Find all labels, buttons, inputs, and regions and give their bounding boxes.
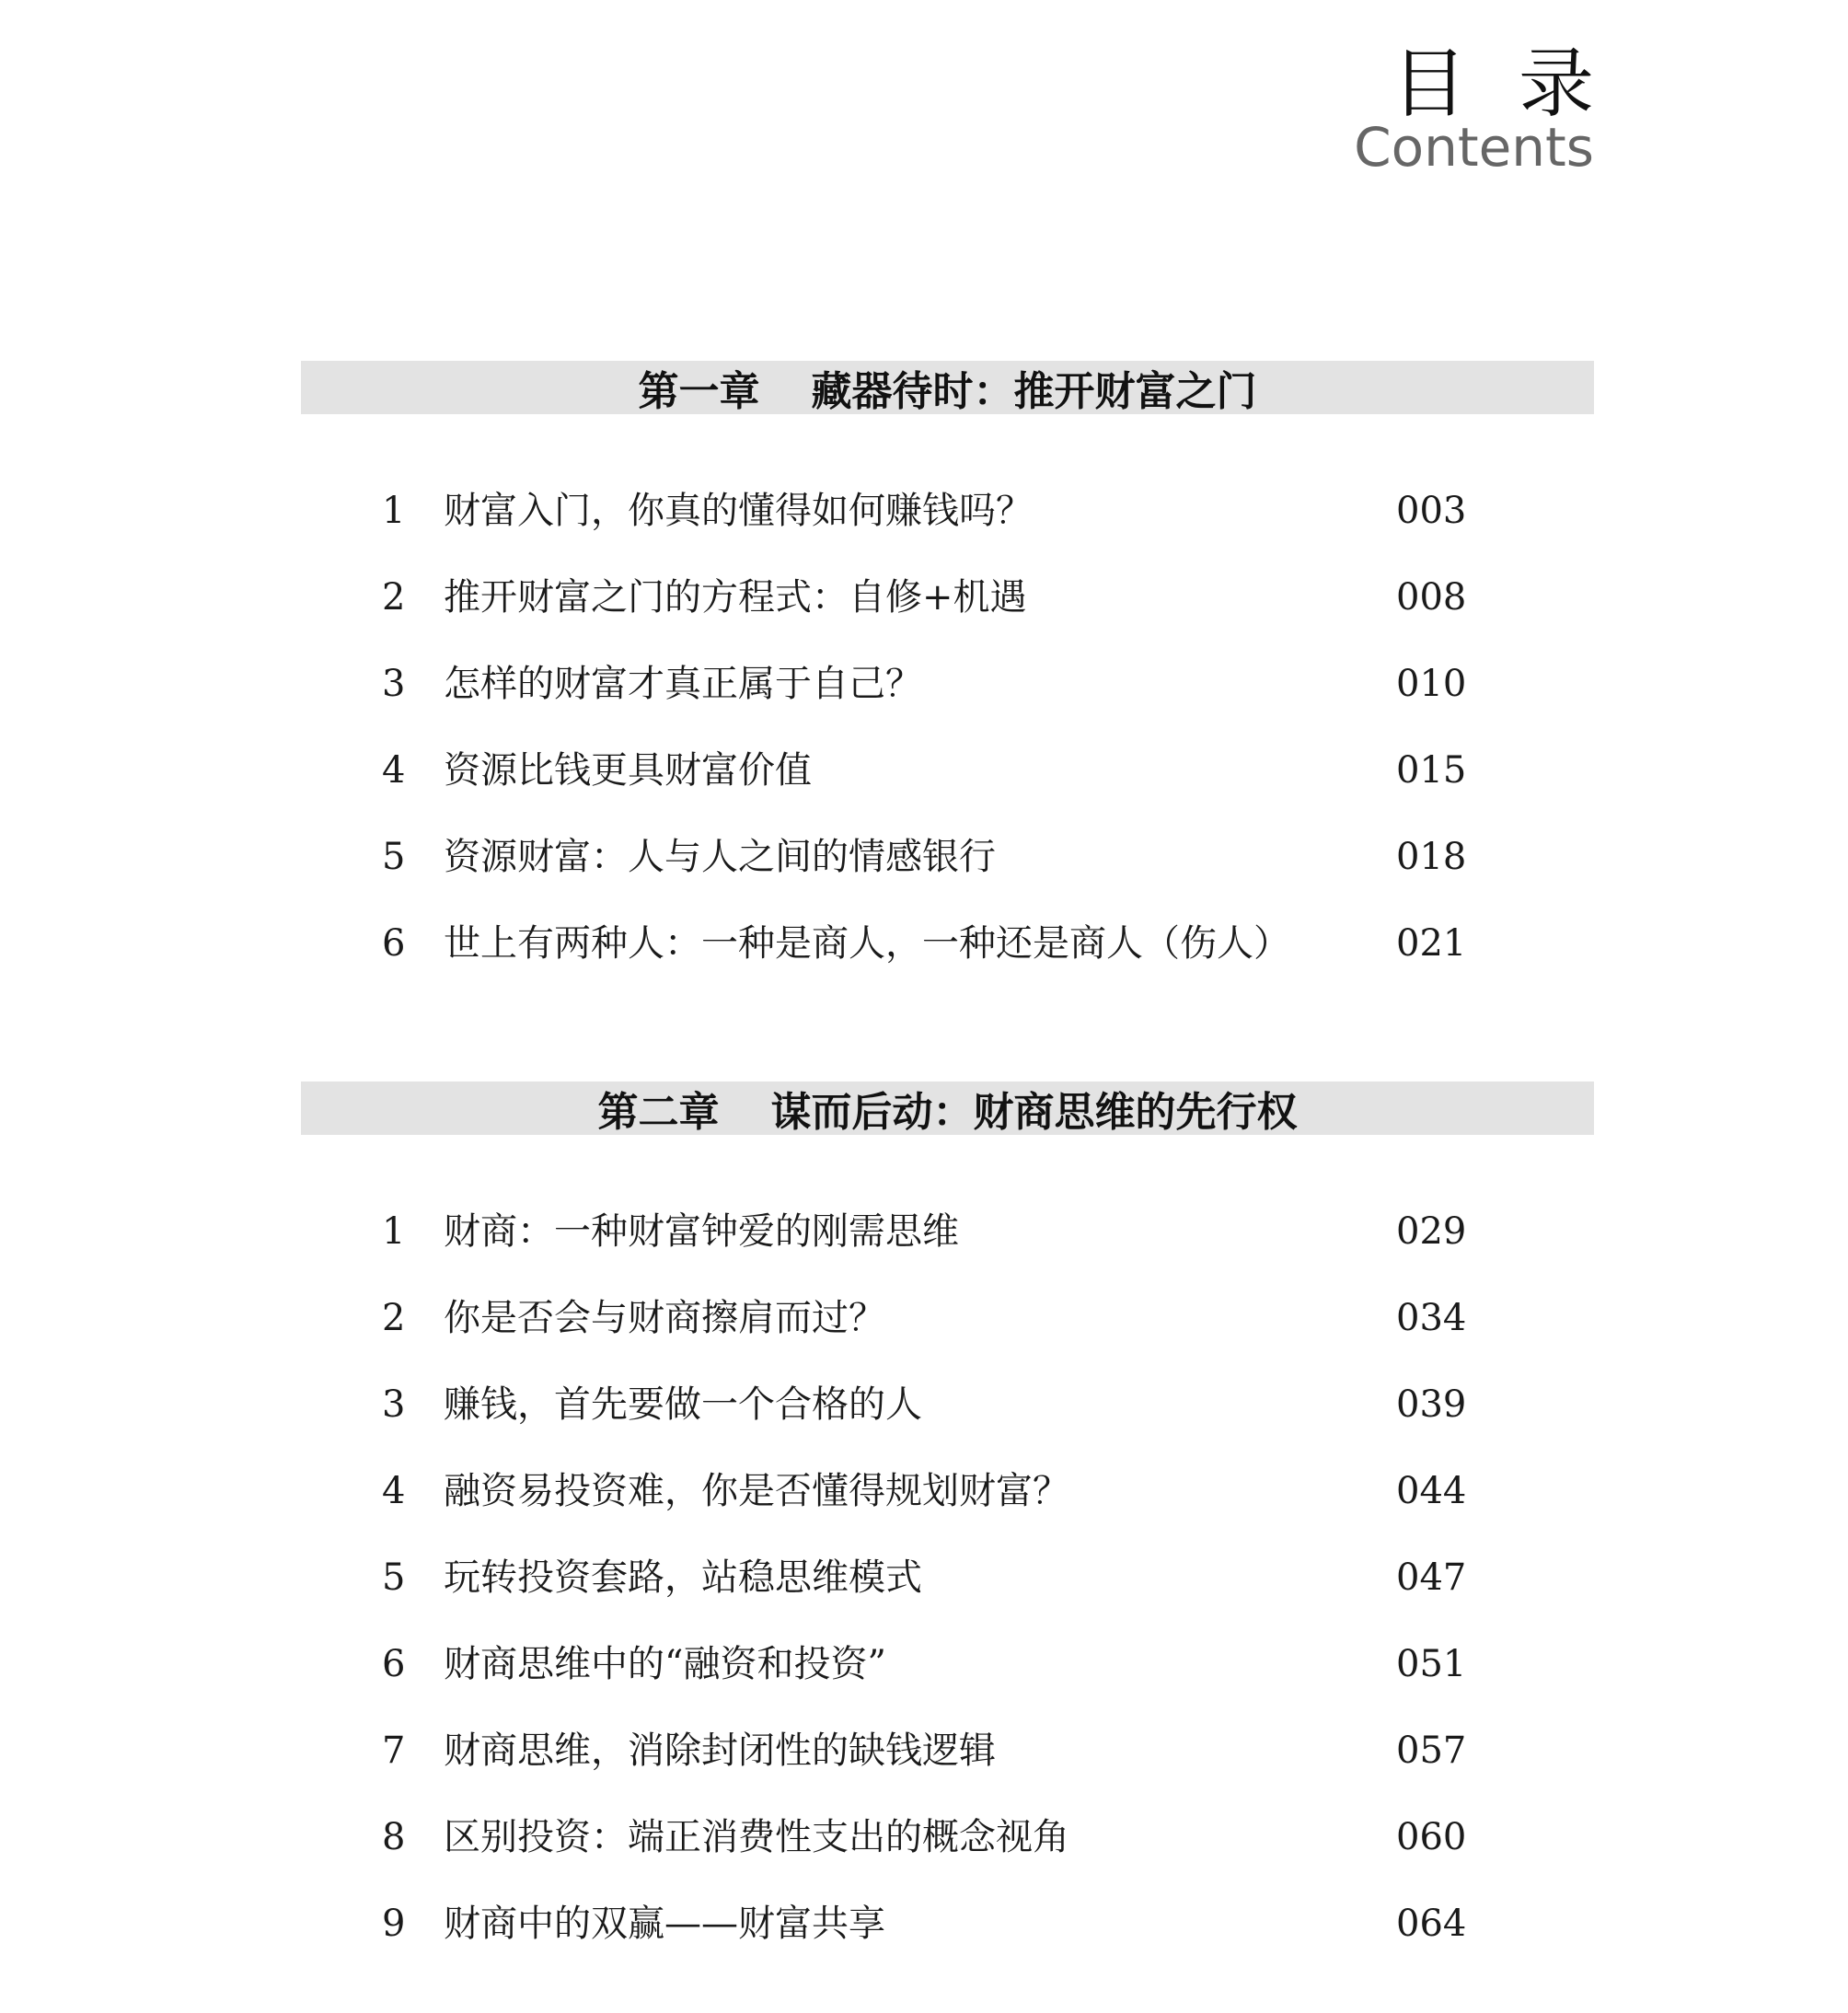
entry-page-number: 044 bbox=[1396, 1470, 1467, 1512]
entry-number: 2 bbox=[382, 1297, 406, 1339]
entry-page-number: 029 bbox=[1396, 1210, 1467, 1253]
entry-title: 财商思维中的“融资和投资” bbox=[444, 1643, 886, 1685]
toc-entry[interactable] bbox=[301, 1794, 1594, 1880]
entry-title: 财商中的双赢——财富共享 bbox=[444, 1903, 885, 1945]
entry-number: 5 bbox=[382, 836, 406, 878]
entry-page-number: 039 bbox=[1396, 1383, 1467, 1426]
entry-page-number: 034 bbox=[1396, 1297, 1467, 1339]
entry-title: 融资易投资难，你是否懂得规划财富？ bbox=[444, 1470, 1069, 1512]
entry-page-number: 021 bbox=[1396, 922, 1467, 965]
entry-title: 推开财富之门的方程式：自修+机遇 bbox=[444, 576, 1027, 619]
toc-header bbox=[1354, 40, 1646, 179]
entry-title: 财商：一种财富钟爱的刚需思维 bbox=[444, 1210, 959, 1253]
chapter-title: 谋而后动：财商思维的先行权 bbox=[770, 1089, 1298, 1136]
entry-title: 资源财富：人与人之间的情感银行 bbox=[444, 836, 996, 878]
chapter-heading[interactable] bbox=[301, 361, 1594, 414]
entry-number: 1 bbox=[382, 490, 406, 532]
entry-number: 3 bbox=[382, 1383, 406, 1426]
entry-number: 4 bbox=[382, 1470, 406, 1512]
entry-title: 财富入门，你真的懂得如何赚钱吗？ bbox=[444, 490, 1033, 532]
toc-entry[interactable] bbox=[301, 1188, 1594, 1275]
entry-number: 8 bbox=[382, 1816, 406, 1858]
entry-number: 2 bbox=[382, 576, 406, 619]
entry-number: 7 bbox=[382, 1730, 406, 1772]
entry-title: 资源比钱更具财富价值 bbox=[444, 749, 812, 792]
entry-page-number: 008 bbox=[1396, 576, 1467, 619]
entry-page-number: 018 bbox=[1396, 836, 1467, 878]
entry-title: 你是否会与财商擦肩而过？ bbox=[444, 1297, 885, 1339]
entry-title: 世上有两种人：一种是商人，一种还是商人（伤人） bbox=[444, 922, 1290, 965]
entry-title: 赚钱，首先要做一个合格的人 bbox=[444, 1383, 922, 1426]
entry-number: 6 bbox=[382, 922, 406, 965]
toc-entry[interactable] bbox=[301, 1707, 1594, 1794]
toc-entry[interactable] bbox=[301, 1621, 1594, 1707]
entry-page-number: 064 bbox=[1396, 1903, 1467, 1945]
chapter-entry-list bbox=[301, 1188, 1594, 1967]
toc-entry[interactable] bbox=[301, 1880, 1594, 1967]
entry-page-number: 047 bbox=[1396, 1556, 1467, 1599]
entry-number: 6 bbox=[382, 1643, 406, 1685]
toc-entry[interactable] bbox=[301, 554, 1594, 641]
entry-title: 玩转投资套路，站稳思维模式 bbox=[444, 1556, 922, 1599]
toc-entry[interactable] bbox=[301, 641, 1594, 727]
toc-entry[interactable] bbox=[301, 468, 1594, 554]
entry-number: 3 bbox=[382, 663, 406, 705]
entry-page-number: 051 bbox=[1396, 1643, 1467, 1685]
entry-page-number: 057 bbox=[1396, 1730, 1467, 1772]
entry-page-number: 060 bbox=[1396, 1816, 1467, 1858]
toc-entry[interactable] bbox=[301, 1361, 1594, 1448]
entry-page-number: 015 bbox=[1396, 749, 1467, 792]
entry-number: 1 bbox=[382, 1210, 406, 1253]
chapter-entry-list bbox=[301, 468, 1594, 987]
toc-entry[interactable] bbox=[301, 900, 1594, 987]
chapter-section-1 bbox=[301, 361, 1594, 987]
toc-entry[interactable] bbox=[301, 1534, 1594, 1621]
entry-title: 财商思维，消除封闭性的缺钱逻辑 bbox=[444, 1730, 996, 1772]
entry-number: 4 bbox=[382, 749, 406, 792]
page-title: 目录 bbox=[1391, 40, 1646, 128]
page-subtitle: Contents bbox=[1354, 116, 1594, 179]
toc-entry[interactable] bbox=[301, 1448, 1594, 1534]
entry-title: 区别投资：端正消费性支出的概念视角 bbox=[444, 1816, 1069, 1858]
chapter-section-2 bbox=[301, 1082, 1594, 1967]
entry-page-number: 003 bbox=[1396, 490, 1467, 532]
chapter-number: 第一章 bbox=[638, 368, 760, 415]
entry-title: 怎样的财富才真正属于自己？ bbox=[444, 663, 922, 705]
toc-entry[interactable] bbox=[301, 727, 1594, 814]
entry-number: 9 bbox=[382, 1903, 406, 1945]
toc-entry[interactable] bbox=[301, 1275, 1594, 1361]
entry-number: 5 bbox=[382, 1556, 406, 1599]
toc-entry[interactable] bbox=[301, 814, 1594, 900]
chapter-number: 第二章 bbox=[597, 1089, 720, 1136]
chapter-heading[interactable] bbox=[301, 1082, 1594, 1135]
chapter-title: 藏器待时：推开财富之门 bbox=[811, 368, 1257, 415]
entry-page-number: 010 bbox=[1396, 663, 1467, 705]
